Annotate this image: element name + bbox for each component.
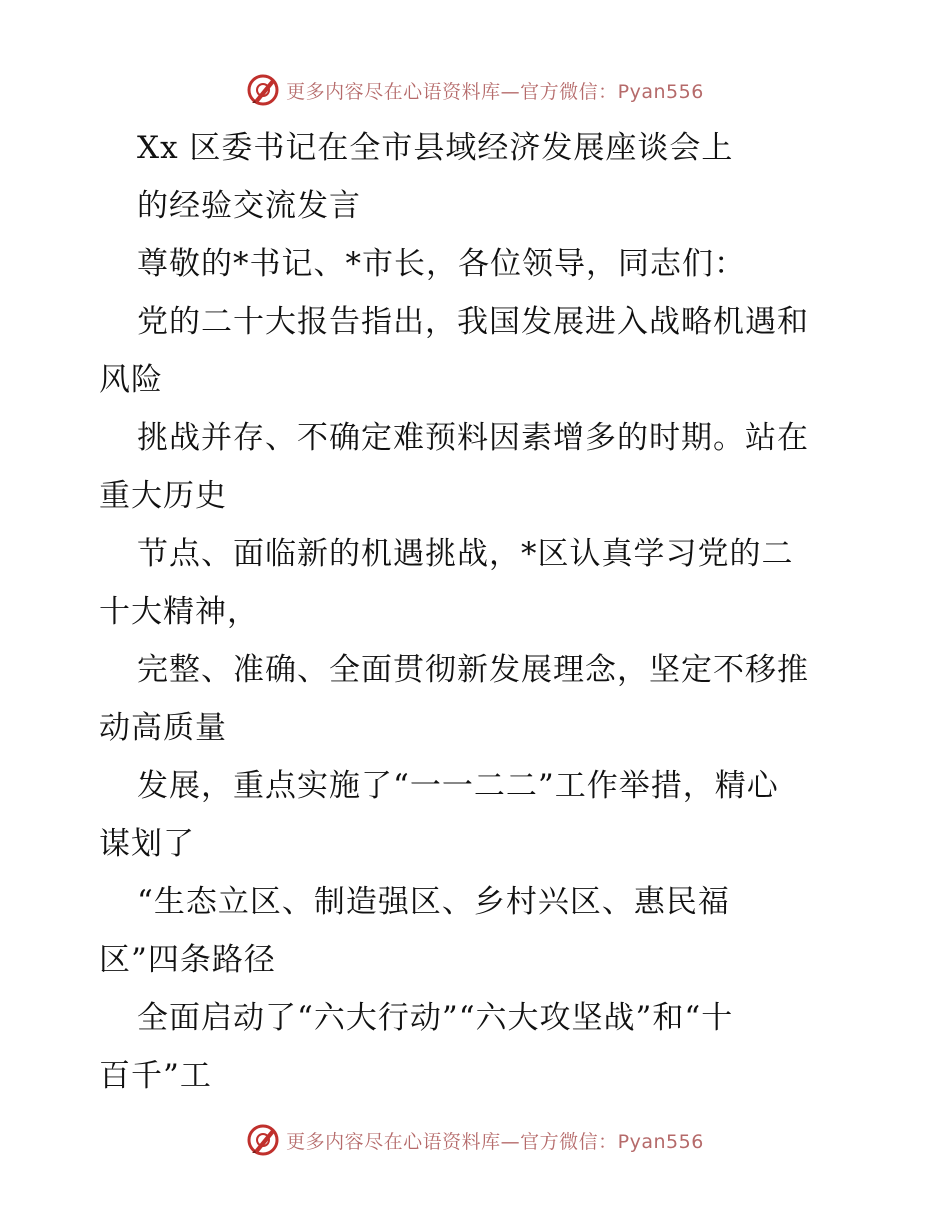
- paragraph-line: 节点、面临新的机遇挑战，*区认真学习党的二: [137, 536, 794, 572]
- paragraph-line: 全面启动了“六大行动”“六大攻坚战”和“十: [137, 1000, 734, 1036]
- footer-banner-text: 更多内容尽在心语资料库—官方微信：Pyan556: [286, 1130, 704, 1153]
- paragraph-line: 重大历史: [99, 478, 227, 514]
- paragraph-line: 动高质量: [99, 710, 227, 746]
- title-line-1: Xx 区委书记在全市县域经济发展座谈会上: [137, 130, 734, 166]
- paragraph-line: 百千”工: [99, 1058, 212, 1094]
- paragraph-line: 谋划了: [99, 826, 195, 862]
- paragraph-line: 区”四条路径: [99, 942, 276, 978]
- paragraph-line: 完整、准确、全面贯彻新发展理念，坚定不移推: [137, 652, 809, 688]
- header-banner-text: 更多内容尽在心语资料库—官方微信：Pyan556: [286, 80, 704, 103]
- salutation: 尊敬的*书记、*市长，各位领导，同志们：: [137, 246, 746, 282]
- paragraph-line: 风险: [99, 362, 163, 398]
- title-line-2: 的经验交流发言: [137, 188, 361, 224]
- pen-logo-icon: [246, 1123, 280, 1157]
- paragraph-line: 党的二十大报告指出，我国发展进入战略机遇和: [137, 304, 809, 340]
- paragraph-line: “生态立区、制造强区、乡村兴区、惠民福: [137, 884, 730, 920]
- paragraph-line: 挑战并存、不确定难预料因素增多的时期。站在: [137, 420, 809, 456]
- paragraph-line: 十大精神，: [99, 594, 259, 630]
- paragraph-line: 发展，重点实施了“一一二二”工作举措，精心: [137, 768, 779, 804]
- footer-banner: [0, 1120, 950, 1160]
